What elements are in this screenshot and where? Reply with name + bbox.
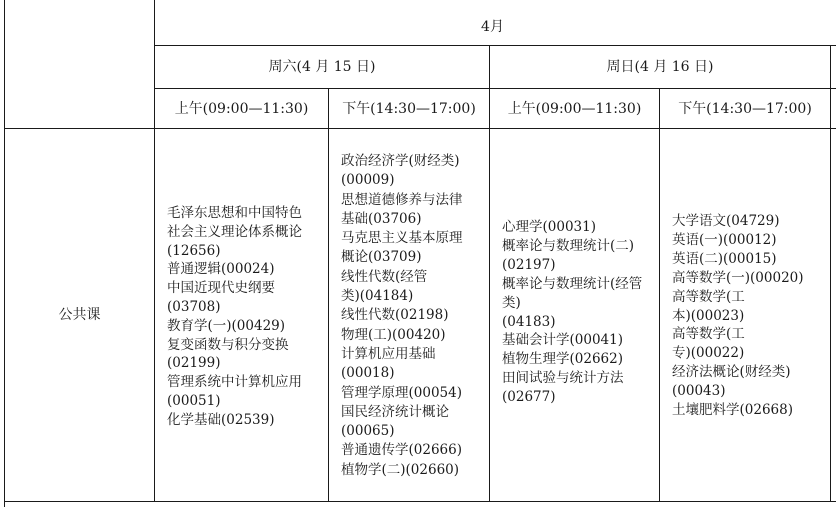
course-line: 专)(00022) (672, 345, 745, 362)
course-line: 本)(00023) (672, 307, 745, 324)
course-line: 国民经济统计概论 (341, 403, 449, 420)
course-line: (12656) (167, 242, 221, 259)
course-list-sun-am (502, 218, 642, 407)
course-line: 概论(03709) (341, 249, 422, 266)
course-line: 心理学(00031) (502, 219, 596, 235)
course-line: 中国近现代史纲要 (167, 280, 275, 297)
course-line: 政治经济学(财经类) (341, 153, 460, 169)
table-border-right (830, 45, 831, 502)
course-line: (00065) (341, 423, 395, 440)
course-line: 高等数学(工 (672, 288, 745, 305)
course-line: 基础(03706) (341, 210, 422, 227)
course-line: 计算机应用基础 (341, 345, 436, 362)
course-line: (03708) (167, 298, 221, 315)
day-header-sunday: 周日(4 月 16 日) (606, 59, 714, 75)
slot-header-sun-am: 上午(09:00—11:30) (507, 100, 642, 117)
month-header: 4月 (481, 18, 504, 35)
course-line: (02677) (502, 389, 556, 406)
table-border-bottom (4, 501, 836, 502)
course-line: 植物学(二)(02660) (341, 461, 460, 478)
course-line: 线性代数(经管 (341, 268, 428, 285)
course-list-sat-am (167, 204, 302, 430)
course-line: 社会主义理论体系概论 (167, 223, 302, 240)
course-line: 高等数学(工 (672, 326, 745, 343)
course-list-sun-pm (672, 212, 804, 420)
column-divider-2 (328, 88, 329, 502)
course-line: (00051) (167, 392, 221, 409)
course-line: 马克思主义基本原理 (341, 230, 463, 247)
course-line: 类) (502, 294, 521, 311)
course-line: (04183) (502, 313, 556, 330)
course-line: 英语(二)(00015) (672, 250, 777, 267)
course-line: 英语(一)(00012) (672, 231, 777, 248)
course-line: 管理系统中计算机应用 (167, 374, 302, 391)
course-line: (00009) (341, 172, 395, 189)
day-header-saturday: 周六(4 月 15 日) (268, 59, 376, 75)
course-line: 类)(04184) (341, 288, 414, 305)
course-line: 普通逻辑(00024) (167, 261, 275, 278)
course-line: 化学基础(02539) (167, 411, 275, 428)
course-line: 植物生理学(02662) (502, 351, 623, 368)
course-line: 概率论与数理统计(二) (502, 237, 635, 254)
course-line: 高等数学(一)(00020) (672, 269, 804, 286)
course-line: 思想道德修养与法律 (341, 191, 463, 208)
course-line: 管理学原理(00054) (341, 384, 462, 401)
course-line: 经济法概论(财经类) (672, 364, 791, 381)
column-divider-4 (659, 88, 660, 502)
course-line: 土壤肥料学(02668) (672, 402, 793, 419)
slot-header-sat-pm: 下午(14:30—17:00) (342, 100, 476, 117)
course-line: 概率论与数理统计(经管 (502, 275, 643, 292)
category-label: 公共课 (58, 307, 101, 323)
course-line: (02199) (167, 355, 221, 372)
slot-header-sun-pm: 下午(14:30—17:00) (678, 100, 812, 117)
slot-header-sat-am: 上午(09:00—11:30) (174, 100, 309, 117)
course-line: 普通遗传学(02666) (341, 442, 462, 459)
course-line: 物理(工)(00420) (341, 326, 446, 343)
course-line: 复变函数与积分变换 (167, 336, 289, 353)
course-line: 基础会计学(00041) (502, 332, 623, 349)
course-list-sat-pm (341, 152, 463, 480)
course-line: 大学语文(04729) (672, 213, 780, 229)
course-line: (02197) (502, 256, 556, 273)
course-line: (00018) (341, 365, 395, 382)
course-line: 毛泽东思想和中国特色 (167, 205, 302, 221)
course-line: 教育学(一)(00429) (167, 317, 286, 334)
course-line: (00043) (672, 383, 726, 400)
course-line: 线性代数(02198) (341, 307, 449, 324)
course-line: 田间试验与统计方法 (502, 370, 624, 387)
